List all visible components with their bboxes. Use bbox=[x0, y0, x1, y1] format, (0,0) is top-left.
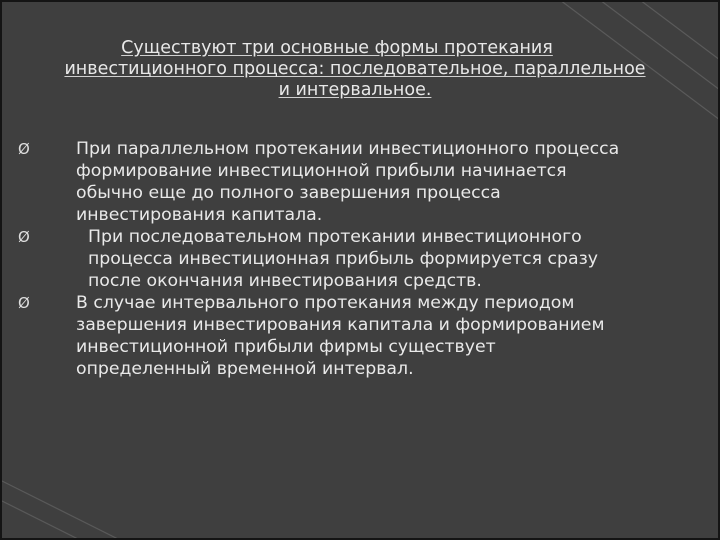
title-line-1: Существуют три основные формы протекания bbox=[121, 38, 553, 58]
bullet-text: При параллельном протекании инвестиционного процесса формирование инвестиционной прибыли начинается обычно еще до полного завершения процесса инвестирования капитала. bbox=[76, 139, 620, 225]
bullet-list bbox=[18, 138, 622, 380]
slide-title bbox=[60, 38, 650, 101]
arrow-bullet-icon: Ø bbox=[18, 294, 30, 312]
bullet-text: В случае интервального протекания между периодом завершения инвестирования капитала и формированием инвестиционной прибыли фирмы существует определенный временной интервал. bbox=[76, 293, 605, 379]
list-item bbox=[18, 226, 622, 292]
title-rest: инвестиционного процесса: последовательное, параллельное и интервальное. bbox=[64, 59, 646, 100]
list-item bbox=[18, 138, 622, 226]
list-item bbox=[18, 292, 622, 380]
bullet-text: При последовательном протекании инвестиционного процесса инвестиционная прибыль формируется сразу после окончания инвестирования средств. bbox=[88, 227, 598, 291]
arrow-bullet-icon: Ø bbox=[18, 140, 30, 158]
arrow-bullet-icon: Ø bbox=[18, 228, 30, 246]
